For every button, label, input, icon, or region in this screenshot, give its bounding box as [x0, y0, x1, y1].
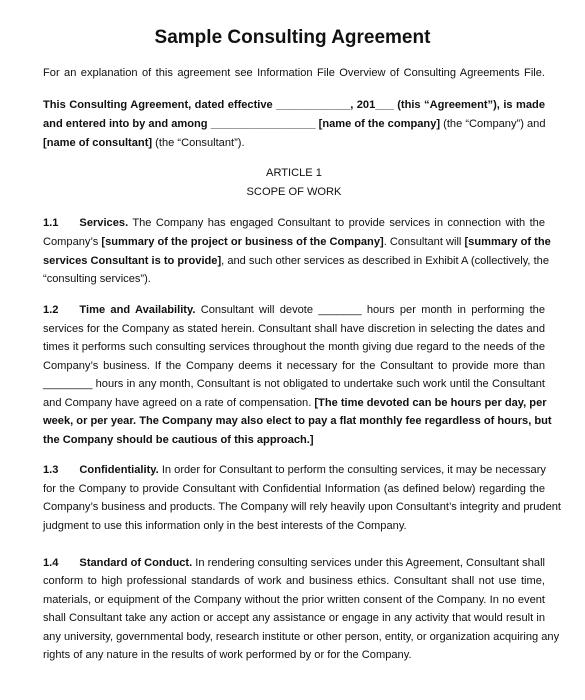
section-title: Standard of Conduct. [79, 557, 193, 569]
section-1-1-line-2: Company’s [summary of the project or business of the Company]. Consultant will [summary of the [43, 236, 551, 248]
section-1-2-line-6: and Company have agreed on a rate of compensation. [The time devoted can be hours per day, per [43, 397, 547, 409]
section-title: Time and Availability. [79, 304, 196, 316]
section-title: Confidentiality. [79, 464, 159, 476]
preamble-line-2 [43, 117, 545, 131]
preamble-line-1: This Consulting Agreement, dated effective ____________, 201___ (this “Agreement”), is made [43, 99, 545, 111]
preamble-line-3 [43, 136, 545, 150]
section-1-2-line-7: week, or per year. The Company may also elect to pay a flat monthly fee regardless of hours, but [43, 415, 552, 427]
section-number: 1.3 [43, 464, 59, 476]
article-heading: SCOPE OF WORK [246, 186, 342, 198]
intro-text: For an explanation of this agreement see Information File Overview of Consulting Agreements File. [43, 67, 545, 79]
consultant-name-placeholder: [name of consultant] [43, 137, 153, 149]
section-1-4-line-5: any university, governmental body, research institute or other person, entity, or organization acquiring any [43, 631, 560, 643]
section-1-2-line-5: ________ hours in any month, Consultant is not obligated to undertake such work until the Consultant [43, 378, 545, 390]
section-1-3-line-4: judgment to use this information only in the best interests of the Company. [43, 520, 407, 532]
section-1-2-line-1: 1.2 Time and Availability. Consultant will devote _______ hours per month in performing the [43, 304, 545, 316]
section-title: Services. [79, 217, 129, 229]
section-number: 1.1 [43, 217, 59, 229]
section-number: 1.4 [43, 557, 59, 569]
section-1-4-line-4: shall Consultant take any action or accept any assistance or engage in any activity that would result in [43, 612, 545, 624]
section-1-3-line-2: for the Company to provide Consultant with Confidential Information (as defined below) regarding the [43, 483, 545, 495]
section-number: 1.2 [43, 304, 59, 316]
section-1-2-line-4: Company’s business. If the Company deems it necessary for the Consultant to provide more than [43, 360, 545, 372]
section-1-4-line-3: materials, or equipment of the Company without the prior written consent of the Company. In no event [43, 594, 545, 606]
section-1-3-line-3: Company’s business and products. The Company will rely heavily upon Consultant’s integrity and prudent [43, 501, 561, 513]
section-1-4-line-1: 1.4 Standard of Conduct. In rendering consulting services under this Agreement, Consultant shall [43, 557, 545, 569]
section-1-4-line-6: rights of any nature in the results of work performed by or for the Company. [43, 649, 412, 661]
section-1-2-line-3: times it performs such consulting services throughout the month giving due regard to the needs of the [43, 341, 545, 353]
consultant-definition: (the “Consultant”). [152, 137, 245, 149]
drafting-note: [The time devoted can be hours per day, per [314, 397, 547, 409]
section-1-2-line-2: services for the Company as stated herein. Consultant shall have discretion in selecting the dates and [43, 323, 545, 335]
company-name-placeholder: [name of the company] [318, 118, 441, 130]
preamble-intro: and entered into by and among _________________ [43, 118, 319, 130]
section-1-4-line-2: conform to high professional standards of work and business ethics. Consultant shall not use time, [43, 575, 545, 587]
section-1-3-line-1: 1.3 Confidentiality. In order for Consultant to perform the consulting services, it may be necessary [43, 464, 546, 476]
section-1-1-line-3: services Consultant is to provide], and such other services as described in Exhibit A (collectively, the [43, 255, 550, 267]
article-number: ARTICLE 1 [266, 167, 322, 179]
project-summary-placeholder: [summary of the project or business of the Company] [101, 236, 384, 248]
section-1-1-line-4: “consulting services”). [43, 273, 151, 285]
section-1-2-line-8: the Company should be cautious of this approach.] [43, 434, 314, 446]
company-definition: (the “Company”) and [440, 118, 546, 130]
document-title: Sample Consulting Agreement [154, 27, 431, 48]
section-1-1-line-1: 1.1 Services. The Company has engaged Consultant to provide services in connection with the [43, 217, 545, 229]
services-summary-placeholder: services Consultant is to provide] [43, 255, 222, 267]
